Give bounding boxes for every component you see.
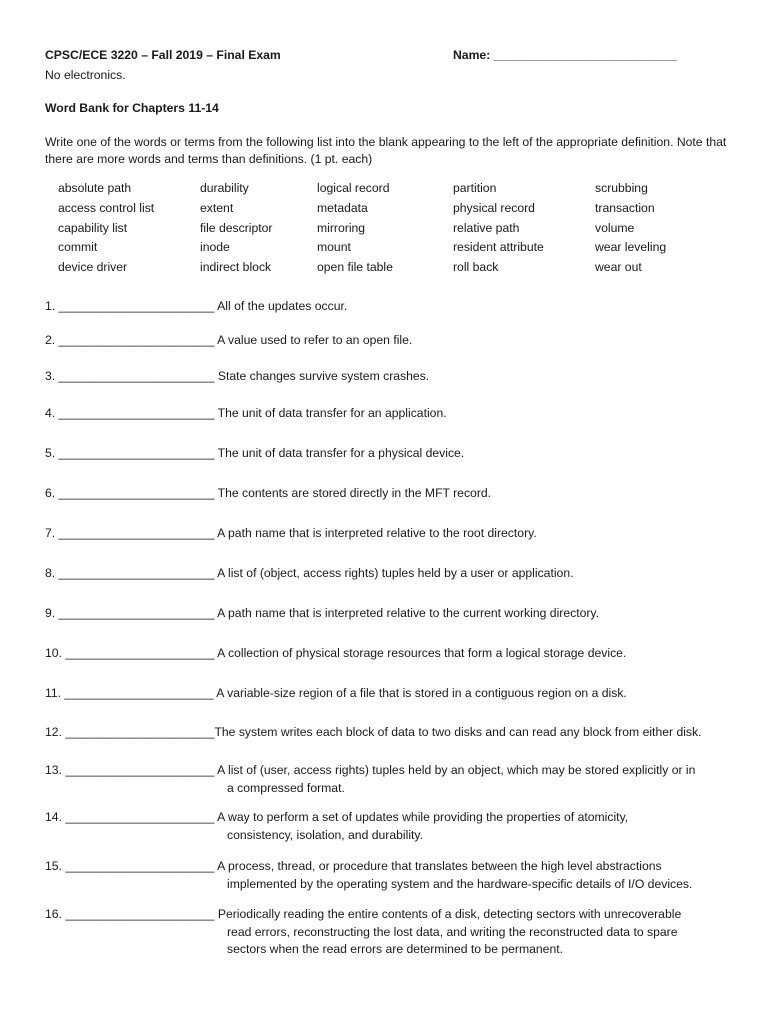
- name-field-label: Name: ___________________________: [453, 48, 677, 62]
- answer-blank: 13. ______________________: [45, 763, 218, 777]
- word-bank-term: wear out: [595, 260, 642, 275]
- definition-text: A path name that is interpreted relative to the current working directory.: [217, 606, 600, 620]
- answer-blank: 5. _______________________: [45, 446, 218, 460]
- word-bank-column: [595, 179, 666, 278]
- definition-text: The unit of data transfer for a physical device.: [217, 446, 465, 460]
- question-line: [45, 876, 745, 894]
- question-item: [45, 405, 745, 423]
- question-item: [45, 906, 745, 959]
- definition-text: sectors when the read errors are determined to be permanent.: [227, 942, 564, 956]
- word-bank-term: mirroring: [317, 220, 366, 235]
- definition-text: A list of (user, access rights) tuples held by an object, which may be stored explicitly or in: [217, 763, 696, 777]
- question-line: [45, 906, 745, 924]
- course-title: CPSC/ECE 3220 – Fall 2019 – Final Exam: [45, 48, 281, 62]
- question-line: [45, 645, 745, 663]
- word-bank-term: volume: [595, 220, 635, 235]
- word-bank-term: commit: [58, 240, 98, 255]
- definition-text: implemented by the operating system and the hardware-specific details of I/O devices.: [227, 876, 693, 891]
- definition-text: The unit of data transfer for an application.: [217, 406, 447, 420]
- definition-text: A path name that is interpreted relative to the root directory.: [217, 526, 537, 540]
- word-bank-term: open file table: [317, 260, 393, 275]
- definition-text: Periodically reading the entire contents of a disk, detecting sectors with unrecoverable: [217, 907, 682, 921]
- word-bank-term: mount: [317, 240, 351, 255]
- answer-blank: 10. ______________________: [45, 646, 218, 660]
- question-line: [45, 485, 745, 503]
- word-bank-term: durability: [200, 181, 249, 195]
- answer-blank: 7. _______________________: [45, 526, 218, 540]
- answer-blank: 1. _______________________: [45, 299, 218, 313]
- question-line: [45, 332, 745, 350]
- answer-blank: 9. _______________________: [45, 606, 218, 620]
- definition-text: A list of (object, access rights) tuples held by a user or application.: [217, 566, 574, 580]
- question-line: [45, 445, 745, 463]
- answer-blank: 8. _______________________: [45, 566, 218, 580]
- word-bank-term: transaction: [595, 200, 655, 215]
- instructions: Write one of the words or terms from the following list into the blank appearing to the left of the appropriate definition. Note that there are more words and terms than definitions. (1 pt. each): [45, 135, 727, 166]
- definition-text: A variable-size region of a file that is stored in a contiguous region on a disk.: [216, 686, 627, 700]
- question-item: [45, 645, 745, 663]
- word-bank-term: resident attribute: [453, 240, 544, 255]
- question-item: [45, 685, 745, 703]
- exam-header: [45, 48, 685, 62]
- word-bank-term: capability list: [58, 220, 128, 235]
- question-line: [45, 368, 745, 386]
- question-item: [45, 332, 745, 350]
- question-line: [45, 924, 745, 942]
- question-line: [45, 685, 745, 703]
- word-bank-term: extent: [200, 200, 234, 215]
- definition-text: State changes survive system crashes.: [217, 369, 430, 383]
- question-item: [45, 445, 745, 463]
- question-line: [45, 941, 745, 959]
- question-line: [45, 762, 745, 780]
- definition-text: The system writes each block of data to two disks and can read any block from either disk.: [214, 725, 702, 739]
- word-bank-term: logical record: [317, 181, 390, 195]
- answer-blank: 2. _______________________: [45, 333, 218, 347]
- word-bank-term: metadata: [317, 200, 368, 215]
- word-bank-term: absolute path: [58, 181, 132, 195]
- definition-text: read errors, reconstructing the lost data, and writing the reconstructed data to spare: [227, 924, 678, 939]
- question-line: [45, 780, 745, 798]
- question-item: [45, 762, 745, 797]
- word-bank-term: access control list: [58, 200, 155, 215]
- answer-blank: 15. ______________________: [45, 859, 218, 873]
- word-bank-term: indirect block: [200, 260, 272, 275]
- question-line: [45, 809, 745, 827]
- definition-text: a compressed format.: [227, 780, 345, 795]
- word-bank-term: relative path: [453, 220, 520, 235]
- word-bank-term: physical record: [453, 200, 535, 215]
- answer-blank: 16. ______________________: [45, 907, 218, 921]
- answer-blank: 4. _______________________: [45, 406, 218, 420]
- question-item: [45, 605, 745, 623]
- word-bank-term: device driver: [58, 260, 128, 275]
- word-bank-term: inode: [200, 240, 230, 255]
- question-item: [45, 858, 745, 893]
- word-bank-term: scrubbing: [595, 181, 648, 195]
- word-bank-column: [200, 179, 272, 278]
- answer-blank: 12. ______________________: [45, 725, 215, 739]
- word-bank-column: [317, 179, 393, 278]
- word-bank-term: file descriptor: [200, 220, 273, 235]
- question-line: [45, 858, 745, 876]
- question-item: [45, 525, 745, 543]
- answer-blank: 6. _______________________: [45, 486, 218, 500]
- definition-text: All of the updates occur.: [217, 299, 348, 313]
- word-bank-column: [453, 179, 544, 278]
- definition-text: The contents are stored directly in the MFT record.: [217, 486, 492, 500]
- definition-text: consistency, isolation, and durability.: [227, 827, 424, 842]
- question-line: [45, 827, 745, 845]
- question-item: [45, 724, 745, 742]
- question-item: [45, 298, 745, 316]
- answer-blank: 3. _______________________: [45, 369, 218, 383]
- question-line: [45, 605, 745, 623]
- definition-text: A value used to refer to an open file.: [217, 333, 413, 347]
- question-item: [45, 809, 745, 844]
- definition-text: A way to perform a set of updates while providing the properties of atomicity,: [217, 810, 629, 824]
- definition-text: A collection of physical storage resources that form a logical storage device.: [217, 646, 627, 660]
- question-line: [45, 565, 745, 583]
- word-bank-term: wear leveling: [595, 240, 667, 255]
- question-line: [45, 405, 745, 423]
- question-line: [45, 298, 745, 316]
- answer-blank: 14. ______________________: [45, 810, 218, 824]
- question-line: [45, 724, 745, 742]
- answer-blank: 11. ______________________: [45, 686, 217, 700]
- question-item: [45, 485, 745, 503]
- word-bank-term: roll back: [453, 260, 499, 275]
- definition-text: A process, thread, or procedure that translates between the high level abstractions: [217, 859, 662, 873]
- no-electronics-note: No electronics.: [45, 68, 126, 82]
- question-item: [45, 565, 745, 583]
- word-bank-term: partition: [453, 181, 497, 195]
- word-bank-column: [58, 179, 154, 278]
- question-line: [45, 525, 745, 543]
- question-item: [45, 368, 745, 386]
- section-title: Word Bank for Chapters 11-14: [45, 101, 219, 115]
